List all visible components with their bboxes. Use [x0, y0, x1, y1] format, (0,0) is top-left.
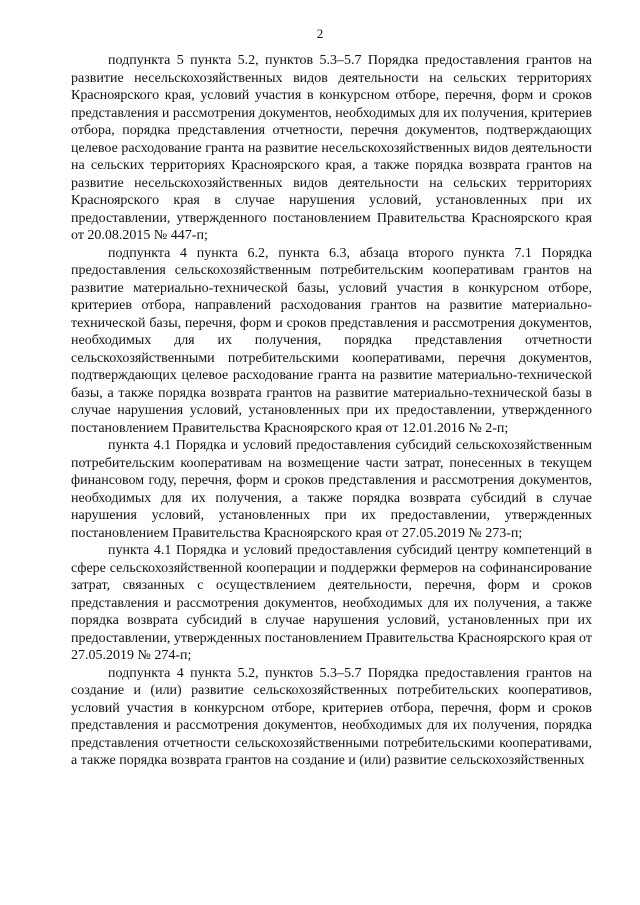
paragraph-3: пункта 4.1 Порядка и условий предоставления субсидий сельскохозяйственным потребительским кооперативам на возмещение части затрат, понесенных в текущем финансовом году, перечня, форм и сроков представления и рассмотрения документов, необходимых для их получения, а также порядка возврата субсидий в случае нарушения условий, установленных при их предоставлении, утвержденных постановлением Правительства Красноярского края от 27.05.2019 № 273-п; — [71, 438, 592, 541]
document-body — [71, 52, 592, 770]
page-number: 2 — [316, 26, 324, 41]
paragraph-1: подпункта 5 пункта 5.2, пунктов 5.3–5.7 Порядка предоставления грантов на развитие несельскохозяйственных видов деятельности на сельских территориях Красноярского края, условий участия в конкурсном отборе, перечня, форм и сроков представления и рассмотрения документов, необходимых для их получения, критериев отбора, порядка представления отчетности, перечня документов, подтверждающих целевое расходование гранта на развитие несельскохозяйственных видов деятельности на сельских территориях Красноярского края, а также порядка возврата грантов на развитие несельскохозяйственных видов деятельности на сельских территориях Красноярского края в случае нарушения условий, установленных при их предоставлении, утвержденного постановлением Правительства Красноярского края от 20.08.2015 № 447-п; — [71, 53, 592, 243]
paragraph-4: пункта 4.1 Порядка и условий предоставления субсидий центру компетенций в сфере сельскохозяйственной кооперации и поддержки фермеров на софинансирование затрат, связанных с осуществлением деятельности, перечня, форм и сроков представления и рассмотрения документов, необходимых для их получения, а также порядка возврата субсидий в случае нарушения условий, установленных при их предоставлении, утвержденных постановлением Правительства Красноярского края от 27.05.2019 № 274-п; — [71, 543, 592, 663]
paragraph-2: подпункта 4 пункта 6.2, пункта 6.3, абзаца второго пункта 7.1 Порядка предоставления сельскохозяйственным потребительским кооперативам грантов на развитие материально-технической базы, условий участия в конкурсном отборе, критериев отбора, направлений расходования грантов на развитие материально-технической базы, перечня, форм и сроков представления и рассмотрения документов, необходимых для их получения, порядка представления отчетности сельскохозяйственными потребительскими кооперативами, перечня документов, подтверждающих целевое расходование гранта на развитие материально-технической базы, а также порядка возврата грантов на развитие материально-технической базы в случае нарушения условий, установленных при их предоставлении, утвержденного постановлением Правительства Красноярского края от 12.01.2016 № 2-п; — [71, 245, 592, 436]
paragraph-5: подпункта 4 пункта 5.2, пунктов 5.3–5.7 Порядка предоставления грантов на создание и (или) развитие сельскохозяйственных потребительских кооперативов, условий участия в конкурсном отборе, критериев отбора, перечня, форм и сроков представления и рассмотрения документов, необходимых для их получения, порядка представления отчетности сельскохозяйственными потребительскими кооперативами, а также порядка возврата грантов на создание и (или) развитие сельскохозяйственных — [71, 665, 592, 768]
